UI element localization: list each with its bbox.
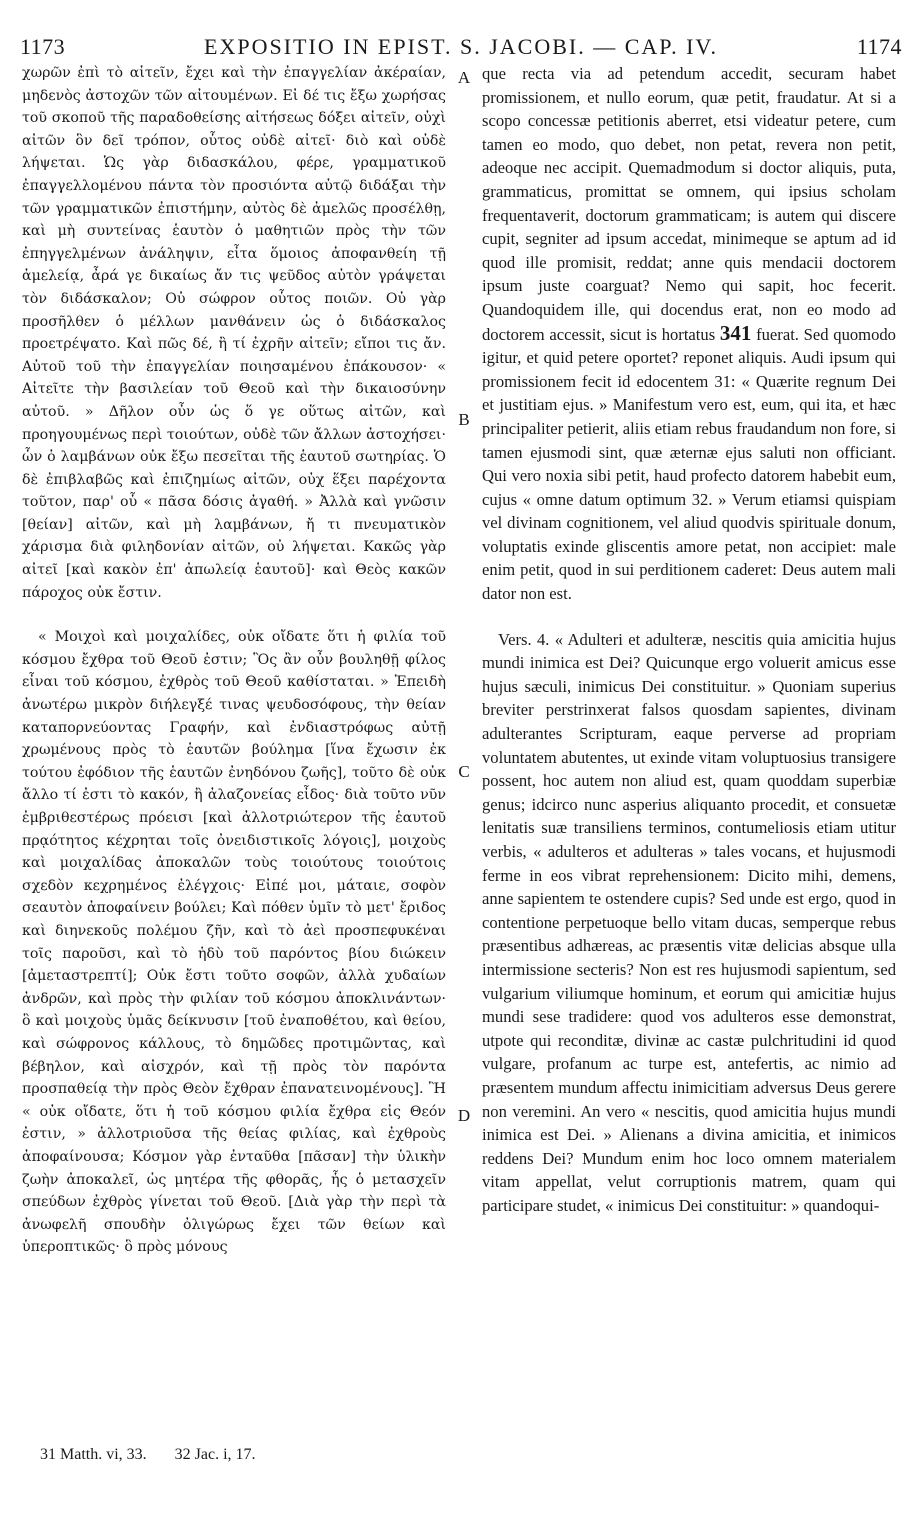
margin-marker-a: A bbox=[457, 68, 471, 87]
margin-marker-c: C bbox=[458, 762, 470, 781]
margin-marker-d: D bbox=[457, 1106, 471, 1125]
paragraph-gap bbox=[482, 606, 896, 628]
footnotes bbox=[40, 1446, 886, 1464]
latin-paragraph-1 bbox=[482, 62, 896, 606]
footnote-31: 31 Matth. vi, 33. bbox=[40, 1446, 147, 1463]
latin-paragraph-2: Vers. 4. « Adulteri et adulteræ, nescitis quia amicitia hujus mundi inimica est Dei? Quicunque ergo voluerit amicus esse hujus sæculi, inimicus Dei constituitur. » Quoniam superius breviter perstrinxerat falsos quosdam sapientes, divinam adulterantes Scripturam, eaque perverse ad propriam voluntatem abutentes, ut exinde vitam voluptuosius transigere possent, hoc autem non aliud est, quam quoddam superbiæ genus; idcirco nunc asperius aliquanto procedit, et consuetæ lenitatis suæ transiliens terminos, contumeliosis etiam utitur verbis, « adulteros et adulteras » tales vocans, et hujusmodi ferme in eos vibrat reprehensionem: Dicito mihi, demens, anne sapientem te ostendere cupis? Sed unde est ergo, quod in contentione perpetuoque bello vitam ducas, semperque rebus præsentibus adhæreas, ac præsentis vitæ delicias absque ulla intermissione secteris? Non est res hujusmodi sapientum, sed vulgarium viliumque hominum, et eorum qui amicitiæ hujus mundi sese tradidere: quod vos adulteros esse demonstrat, utpote qui reconditæ, divinæ ac castæ pulchritudini id quod vulgare, profanum ac turpe est, antefertis, ac nimio ad præsentem mundum affectu inimicitiam adversus Deus gerere non veremini. An vero « nescitis, quod amicitia hujus mundi inimica est Dei. » Alienans a divina amicitia, et inimicos reddens Dei? Mundum enim hoc loco omnem materialem vitam appellat, velut corruptionis matrem, quam qui participare studet, « inimicus Dei constituitur: » quandoqui- bbox=[482, 629, 896, 1215]
greek-paragraph-2: « Μοιχοὶ καὶ μοιχαλίδες, οὐκ οἴδατε ὅτι ἡ φιλία τοῦ κόσμου ἔχθρα τοῦ Θεοῦ ἐστιν; Ὃς ἂν οὖν βουληθῇ φίλος εἶναι τοῦ κόσμου, ἐχθρὸς τοῦ Θεοῦ καθίσταται. » Ἐπειδὴ ἀνωτέρω μικρὸν διήλεγξέ τινας ψευδοσόφους, τὴν θείαν καταπορνεύοντας Γραφήν, καὶ ἐνδιαστρόφως αὐτῇ χρωμένους πρὸς τὸ ἑαυτῶν βούλημα [ἵνα ἔχωσιν ἐκ τούτου ἐφόδιον τῆς ἑαυτῶν ἐνηδόνου ζωῆς], τοῦτο δὲ οὐκ ἄλλο τί ἐστι τὸ κακόν, ἢ ἀλαζονείας εἶδος· διὰ τοῦτο νῦν ἐμβριθεστέρως πρόεισι [καὶ ἀλλοτριώτερον τῆς ἑαυτοῦ πρᾳότητος κέχρηται τοῖς ὀνειδιστικοῖς λόγοις], μοιχοὺς καὶ μοιχαλίδας ἀποκαλῶν τοὺς τοιούτους τοιούτοις σχεδὸν κεχρημένος ἐλέγχοις· Εἰπέ μοι, μάταιε, σοφὸν σεαυτὸν ἀποφαίνειν βούλει; Καὶ πόθεν ὑμῖν τὸ μετ' ἔριδος καὶ διηνεκοῦς πολέμου ζῆν, καὶ τὸ ἀεὶ προσπεφυκέναι τοῖς παροῦσι, καὶ τὸ ἡδὺ τοῦ παρόντος βίου διώκειν [ἀμεταστρεπτί]; Οὐκ ἔστι τοῦτο σοφῶν, ἀλλὰ χυδαίων ἀνδρῶν, καὶ πρὸς τὴν φιλίαν τοῦ κόσμου ἀποκλινάντων· ὃ καὶ μοιχοὺς ὑμᾶς δείκνυσιν [τοῦ ἐναποθέτου, καὶ θείου, καὶ σώφρονος κάλλους, τὸ δημῶδες προτιμῶντας, καὶ βέβηλον, καὶ αἰσχρόν, καὶ τῇ πρὸς τὸν παρόντα προσπαθείᾳ τὴν πρὸς Θεὸν ἔχθραν ἐπανατεινομένους]. Ἢ « οὐκ οἴδατε, ὅτι ἡ τοῦ κόσμου φιλία ἔχθρα εἰς Θεόν ἐστιν, » ἀλλοτριοῦσα τῆς θείας φιλίας, καὶ ἐχθροὺς ἀποφαίνουσα; Κόσμον γὰρ ἐνταῦθα [πᾶσαν] τὴν ὑλικὴν ζωὴν ἀποκαλεῖ, ὡς μητέρα τῆς φθορᾶς, ἧς ὁ μετασχεῖν σπεύδων ἐχθρὸς γίνεται τοῦ Θεοῦ. [Διὰ γὰρ τὴν περὶ τὰ ἀνωφελῆ σπουδὴν ὀλιγώρως ἔχει τῶν θείων καὶ ὑπεροπτικῶς· ὃ πρὸς μόνους bbox=[22, 629, 446, 1256]
latin-column bbox=[482, 62, 896, 1444]
page-number-right: 1174 bbox=[856, 34, 902, 59]
page-number-left: 1173 bbox=[20, 34, 66, 59]
latin-paragraph-1-part-a: que recta via ad petendum accedit, securam habet promissionem, et nullo eorum, quæ petit, fraudatur. At si a scopo concessæ petitionis aberret, etsi videatur petere, cum tamen eo modo, quo debet, non petat, revera non petit, adeoque nec accipit. Quemadmodum si doctor aliquis, puta, grammaticus, promittat se omnem, qui ipsius scholam frequentaverit, doctorum grammaticam; is autem qui discere cupit, segniter ad ipsum accedat, minimeque se aptum ad id quod ille promisit, reddat; anne quis mendacii doctorem ipsum juste coarguat? Nemo qui sapit, hoc fecerit. Quandoquidem ille, qui docendus erat, non eo modo ad doctorem accessit, sicut is hortatus bbox=[482, 64, 896, 344]
margin-markers bbox=[446, 62, 482, 1444]
running-header bbox=[20, 30, 902, 64]
greek-column bbox=[22, 62, 446, 1444]
footnote-32: 32 Jac. i, 17. bbox=[174, 1446, 256, 1463]
column-number: 341 bbox=[719, 320, 752, 345]
latin-paragraph-1-part-b: fuerat. Sed quomodo igitur, et quid petere oportet? reponet aliquis. Audi ipsum qui promissionem fecit id edocentem 31: « Quærite regnum Dei et justitiam ejus. » Manifestum vero est, eum, qui ita, et hæc principaliter petierit, aliis etiam rebus fraudandum non fore, si tamen ejusmodi sint, quæ æternæ ejus saluti non officiant. Qui vero noxia sibi petit, haud profecto datorem habebit eum, cujus « omne datum optimum 32. » Verum etiamsi quispiam vel divinam cognitionem, vel aliud quodvis spirituale donum, voluptatis exinde gliscentis amore petat, non accipiet: male enim petit, quod in sui perditionem caderet: Deus autem mali dator non est. bbox=[482, 324, 896, 604]
greek-paragraph-1: χωρῶν ἐπὶ τὸ αἰτεῖν, ἔχει καὶ τὴν ἐπαγγελίαν ἀκέραίαν, μηδενὸς ἀστοχῶν τῶν αἰτουμένων. Εἰ δέ τις ἔξω χωρήσας τοῦ σκοποῦ τῆς παραδοθείσης αἰτήσεως δόξει αἰτεῖν, οὐχὶ αἰτῶν ὃν δεῖ τρόπον, οὗτος οὐδὲ αἰτεῖ· διὸ καὶ οὐδὲ λήψεται. Ὡς γὰρ διδασκάλου, φέρε, γραμματικοῦ ἐπαγγελλομένου πάντα τὸν προσιόντα αὐτῷ διδάξαι τὴν τῶν γραμματικῶν ἐπιστήμην, αὐτὸς δὲ ἀμελῶς προσέλθῃ, καὶ μὴ συντείνας ἑαυτὸν ὁ μαθητιῶν πρὸς τὴν τῶν ἐπηγγελμένων ἀνάληψιν, εἶτα ὅμοιος ἀποφανθείη τῇ ἀμελείᾳ, ἆρά γε δικαίως ἄν τις ψεῦδος αὐτὸν γράψεται τὸν διδάσκαλον; Οὐ σώφρον οὗτος ποιῶν. Οὐ γὰρ προσῆλθεν ὁ μέλλων μανθάνειν ὡς ὁ διδάσκαλος προετρέψατο. Καὶ πῶς δέ, ἢ τί ἐχρῆν αἰτεῖν; εἴποι τις ἄν. Αὐτοῦ τοῦ τὴν ἐπαγγελίαν ποιησαμένου ἐπάκουσον· « Αἰτεῖτε τὴν βασιλείαν τοῦ Θεοῦ καὶ τὴν δικαιοσύνην αὐτοῦ. » Δῆλον οὖν ὡς ὅ γε οὕτως αἰτῶν, καὶ προηγουμένως περὶ τοιούτων, οὐδὲ τῶν ἄλλων ἀστοχήσει· ὧν ὁ λαμβάνων οὐκ ἔξω πεσεῖται τῆς ἑαυτοῦ σωτηρίας. Ὁ δὲ ἐπιβλαβῶς καὶ ἐπιζημίως αἰτῶν, οὐχ ἕξει παρέχοντα τοῦτον, παρ' οὗ « πᾶσα δόσις ἀγαθή. » Ἀλλὰ καὶ γνῶσιν [θείαν] αἰτῶν, καὶ μὴ λαμβάνων, ἤ τι πνευματικὸν χάρισμα διὰ φιληδονίαν αἰτῶν, οὐ λήψεται. Κακῶς γὰρ αἰτεῖ [καὶ κακὸν ἐπ' ἀπωλείᾳ ἑαυτοῦ]· καὶ Θεὸς κακῶν πάροχος οὐκ ἔστιν. bbox=[22, 65, 446, 601]
margin-marker-b: B bbox=[458, 410, 470, 429]
running-title: EXPOSITIO IN EPIST. S. JACOBI. — CAP. IV. bbox=[204, 34, 718, 59]
paragraph-gap bbox=[22, 604, 446, 626]
